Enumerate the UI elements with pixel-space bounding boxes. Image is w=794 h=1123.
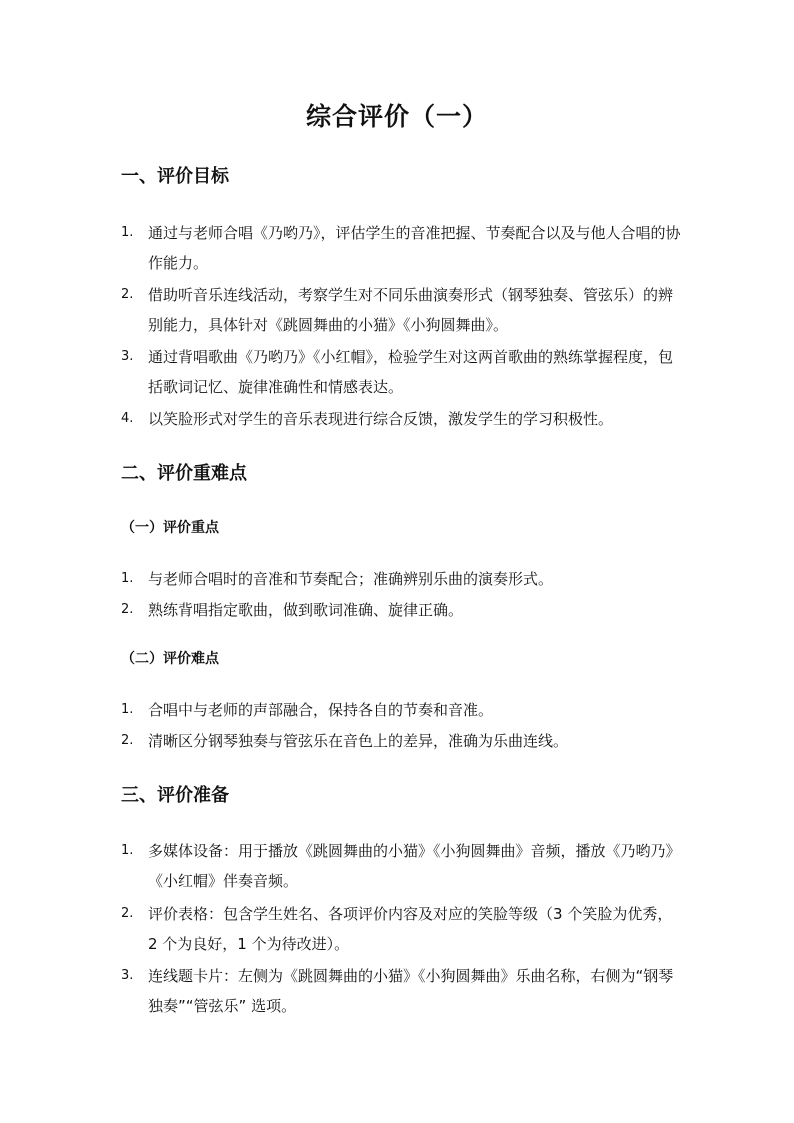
subsection-heading-difficulty: （二）评价难点 [121, 651, 219, 667]
list-item [121, 218, 681, 278]
list-item-number: 1. [121, 702, 134, 717]
list-item [121, 404, 681, 434]
list-item [121, 836, 681, 896]
list-item [121, 899, 681, 959]
list-item-text: 通过与老师合唱《乃哟乃》，评估学生的音准把握、节奏配合以及与他人合唱的协作能力。 [148, 224, 681, 272]
section-heading-goals: 一、评价目标 [121, 166, 229, 187]
list-item-text: 通过背唱歌曲《乃哟乃》《小红帽》，检验学生对这两首歌曲的熟练掌握程度，包括歌词记忆、旋律准确性和情感表达。 [148, 348, 674, 396]
list-item-text: 多媒体设备：用于播放《跳圆舞曲的小猫》《小狗圆舞曲》音频，播放《乃哟乃》《小红帽》伴奏音频。 [148, 842, 681, 890]
subsection-heading-focus: （一）评价重点 [121, 520, 219, 536]
section-heading-key-points: 二、评价重难点 [121, 463, 247, 484]
list-item-text: 借助听音乐连线活动，考察学生对不同乐曲演奏形式（钢琴独奏、管弦乐）的辨别能力，具体针对《跳圆舞曲的小猫》《小狗圆舞曲》。 [148, 286, 674, 334]
list-item [121, 595, 681, 625]
list-item [121, 695, 681, 725]
list-item [121, 961, 681, 1021]
list-item [121, 726, 681, 756]
list-item-text: 连线题卡片：左侧为《跳圆舞曲的小猫》《小狗圆舞曲》乐曲名称，右侧为“钢琴独奏”“管弦乐” 选项。 [148, 967, 674, 1015]
list-item-number: 1. [121, 843, 134, 858]
list-item [121, 564, 681, 594]
list-item-number: 1. [121, 571, 134, 586]
list-item-number: 2. [121, 602, 134, 617]
list-item-text: 熟练背唱指定歌曲，做到歌词准确、旋律正确。 [148, 601, 464, 619]
list-item-text: 合唱中与老师的声部融合，保持各自的节奏和音准。 [148, 701, 494, 719]
page-title: 综合评价（一） [305, 102, 488, 131]
list-item-number: 1. [121, 225, 134, 240]
list-item-text: 清晰区分钢琴独奏与管弦乐在音色上的差异，准确为乐曲连线。 [148, 732, 569, 750]
section-heading-preparation: 三、评价准备 [121, 785, 229, 806]
list-item-number: 4. [121, 411, 134, 426]
list-item-text: 与老师合唱时的音准和节奏配合；准确辨别乐曲的演奏形式。 [148, 570, 554, 588]
list-item-number: 2. [121, 733, 134, 748]
list-item-text: 评价表格：包含学生姓名、各项评价内容及对应的笑脸等级（3 个笑脸为优秀，2 个为良好，1 个为待改进）。 [148, 905, 673, 953]
list-item [121, 342, 681, 402]
list-item-number: 3. [121, 349, 134, 364]
list-item [121, 280, 681, 340]
list-item-number: 3. [121, 968, 134, 983]
list-item-number: 2. [121, 906, 134, 921]
list-item-number: 2. [121, 287, 134, 302]
list-item-text: 以笑脸形式对学生的音乐表现进行综合反馈，激发学生的学习积极性。 [148, 410, 614, 428]
